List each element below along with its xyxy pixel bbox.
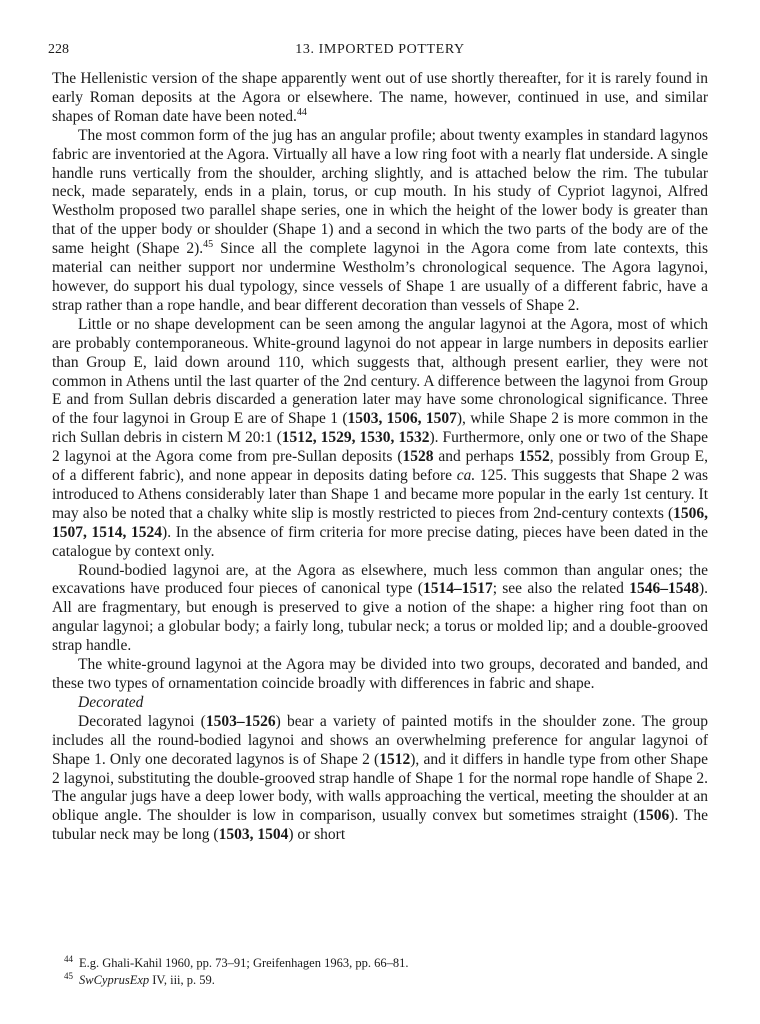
text-run: ). The tubular neck may be long ( (52, 807, 708, 844)
text-run: ) bear a variety of painted motifs in the shoulder zone. The group includes all the round-bodied lagynoi and shows an overwhelming preference for angular lagynoi of Shape 1. Only one decorated lagynos is of Shape 2 ( (52, 712, 708, 768)
catalogue-ref: 1506 (638, 807, 670, 825)
catalogue-ref: 1503, 1504 (218, 826, 289, 844)
paragraph (52, 127, 708, 316)
footnote-ref[interactable]: 44 (296, 106, 307, 118)
page-header (48, 42, 712, 62)
catalogue-ref: 1512 (379, 750, 411, 768)
italic-text: ca. (456, 467, 476, 485)
text-run: ). In the absence of firm criteria for more precise dating, pieces have been dated in the catalogue by context only. (52, 523, 708, 560)
text-run: The white-ground lagynoi at the Agora may be divided into two groups, decorated and banded, and these two types of ornamentation coincide broadly with differences in fabric and shape. (52, 656, 708, 692)
footnote-number: 44 (64, 953, 73, 964)
paragraph (52, 316, 708, 562)
catalogue-ref: 1512, 1529, 1530, 1532 (281, 429, 430, 447)
text-run: The Hellenistic version of the shape apparently went out of use shortly thereafter, for it is rarely found in early Roman deposits at the Agora or elsewhere. The name, however, continued in use, and similar shapes of Roman date have been noted. (52, 70, 708, 125)
paragraph (52, 562, 708, 657)
catalogue-ref: 1546–1548 (629, 580, 699, 598)
running-title: 13. IMPORTED POTTERY (295, 42, 465, 57)
footnotes (52, 955, 708, 989)
text-run: ), and it differs in handle type from other Shape 2 lagynoi, substituting the double-grooved strap handle of Shape 1 for the normal rope handle of Shape 2. The angular jugs have a deep lower body, with walls approaching the vertical, meeting the shoulder at an oblique angle. The shoulder is low in comparison, usually convex but sometimes straight ( (52, 750, 708, 825)
catalogue-ref: 1528 (402, 448, 434, 466)
paragraph (52, 70, 708, 127)
text-run: and perhaps (433, 448, 519, 466)
text-run: ; see also the related (492, 580, 630, 598)
section-heading: Decorated (78, 693, 144, 711)
catalogue-ref: 1506, 1507, 1514, 1524 (52, 504, 708, 541)
footnote-text: E.g. Ghali-Kahil 1960, pp. 73–91; Greifenhagen 1963, pp. 66–81. (79, 956, 409, 970)
body-text (52, 70, 708, 845)
catalogue-ref: 1503, 1506, 1507 (347, 410, 457, 428)
text-run: The most common form of the jug has an angular profile; about twenty examples in standard lagynos fabric are inventoried at the Agora. Virtually all have a low ring foot with a nearly flat underside. A single handle runs vertically from the shoulder, arching slightly, and is attached below the rim. The tubular neck, made separately, ends in a plain, torus, or cup mouth. In his study of Cypriot lagynoi, Alfred Westholm proposed two parallel shape series, one in which the height of the lower body is greater than that of the upper body or shoulder (Shape 1) and a second in which the two parts of the body are of the same height (Shape 2). (52, 126, 708, 258)
footnote (52, 955, 708, 972)
footnote (52, 972, 708, 989)
text-run: Since all the complete lagynoi in the Agora come from late contexts, this material can neither support nor undermine Westholm’s chronological sequence. The Agora lagynoi, however, do support his dual typology, since vessels of Shape 1 are usually of a different fabric, have a strap rather than a rope handle, and bear different decoration than vessels of Shape 2. (52, 240, 709, 314)
text-run: ). All are fragmentary, but enough is preserved to give a notion of the shape: a higher ring foot than on angular lagynoi; a globular body; a fairly long, tubular neck; a torus or molded lip; and a double-grooved strap handle. (52, 580, 708, 655)
footnote-ref[interactable]: 45 (203, 239, 214, 250)
text-run: ), while Shape 2 is more common in the rich Sullan debris in cistern M 20:1 ( (52, 410, 709, 447)
text-run: ) or short (288, 826, 346, 844)
text-run: Decorated lagynoi ( (78, 712, 206, 730)
paragraph (52, 713, 708, 845)
catalogue-ref: 1552 (518, 448, 550, 466)
catalogue-ref: 1503–1526 (205, 712, 276, 730)
paragraph (52, 656, 708, 694)
text-run: Round-bodied lagynoi are, at the Agora as elsewhere, much less common than angular ones; the excavations have produced four pieces of canonical type ( (52, 561, 708, 598)
text-run: , possibly from Group E, of a different fabric), and none appear in deposits dating before (52, 448, 708, 485)
text-run: Little or no shape development can be seen among the angular lagynoi at the Agora, most of which are probably contemporaneous. White-ground lagynoi do not appear in large numbers in deposits earlier than Group E, laid down around 110, which suggests that, although present earlier, they were not common in Athens until the last quarter of the 2nd century. A difference between the lagynoi from Group E and from Sullan debris discarded a generation later may have some chronological significance. Three of the four lagynoi in Group E are of Shape 1 ( (52, 315, 708, 428)
text-run: 125. This suggests that Shape 2 was introduced to Athens considerably later than Shape 1 and became more popular in the early 1st century. It may also be noted that a chalky white slip is mostly restricted to pieces from 2nd-century contexts ( (52, 467, 708, 522)
page-number: 228 (48, 42, 69, 57)
footnote-number: 45 (64, 970, 73, 981)
catalogue-ref: 1514–1517 (422, 580, 493, 598)
text-run: ). Furthermore, only one or two of the Shape 2 lagynoi at the Agora come from pre-Sullan deposits ( (52, 429, 709, 466)
footnote-text: IV, iii, p. 59. (149, 973, 215, 987)
footnote-italic-text: SwCyprusExp (79, 973, 150, 987)
